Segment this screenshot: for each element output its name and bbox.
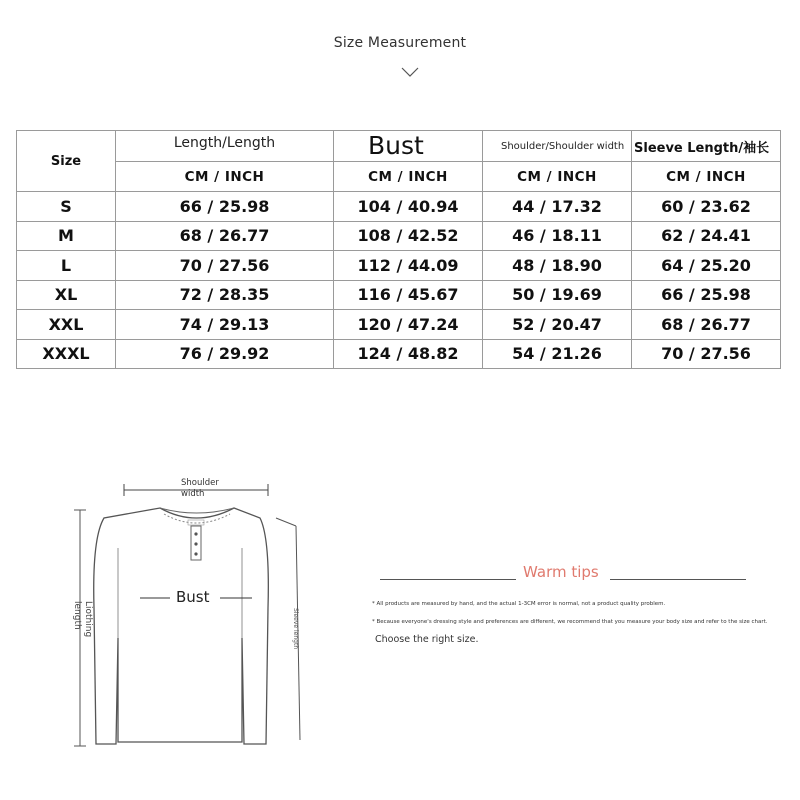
tips-divider-left: [380, 579, 516, 580]
value-cell: 54 / 21.26: [483, 339, 632, 369]
value-cell: 108 / 42.52: [334, 221, 483, 251]
table-row: [17, 339, 781, 369]
sleeve-label: Sleeve length: [292, 608, 299, 650]
value-cell: 68 / 26.77: [116, 221, 334, 251]
value-cell: 72 / 28.35: [116, 280, 334, 310]
value-cell: 70 / 27.56: [116, 251, 334, 281]
size-table: [16, 130, 781, 369]
table-row: [17, 251, 781, 281]
size-cell: XL: [17, 280, 116, 310]
value-cell: 44 / 17.32: [483, 192, 632, 222]
value-cell: 120 / 47.24: [334, 310, 483, 340]
table-row: [17, 221, 781, 251]
value-cell: 66 / 25.98: [116, 192, 334, 222]
value-cell: 74 / 29.13: [116, 310, 334, 340]
size-cell: L: [17, 251, 116, 281]
unit-cell: CM / INCH: [483, 162, 632, 192]
value-cell: 52 / 20.47: [483, 310, 632, 340]
size-cell: XXL: [17, 310, 116, 340]
size-cell: M: [17, 221, 116, 251]
size-cell: S: [17, 192, 116, 222]
value-cell: 62 / 24.41: [632, 221, 781, 251]
unit-cell: CM / INCH: [116, 162, 334, 192]
shoulder-header: Shoulder/Shoulder width: [483, 131, 632, 162]
table-row: [17, 192, 781, 222]
size-cell: XXXL: [17, 339, 116, 369]
value-cell: 112 / 44.09: [334, 251, 483, 281]
shirt-diagram: [28, 468, 338, 758]
value-cell: 76 / 29.92: [116, 339, 334, 369]
unit-cell: CM / INCH: [334, 162, 483, 192]
warm-tips-title: Warm tips: [523, 563, 599, 581]
table-row: [17, 280, 781, 310]
value-cell: 46 / 18.11: [483, 221, 632, 251]
value-cell: 124 / 48.82: [334, 339, 483, 369]
value-cell: 116 / 45.67: [334, 280, 483, 310]
value-cell: 70 / 27.56: [632, 339, 781, 369]
chevron-down-icon: [401, 66, 419, 78]
value-cell: 50 / 19.69: [483, 280, 632, 310]
value-cell: 60 / 23.62: [632, 192, 781, 222]
bust-header: Bust: [334, 131, 483, 162]
size-header: Size: [17, 131, 116, 192]
length-header: Length/Length: [116, 131, 334, 162]
tips-divider-right: [610, 579, 746, 580]
table-header-row: [17, 131, 781, 162]
table-row: [17, 310, 781, 340]
unit-row: [17, 162, 781, 192]
page-title: Size Measurement: [333, 35, 467, 51]
shoulder-label: width: [181, 489, 205, 499]
sleeve-header: Sleeve Length/袖长: [632, 131, 781, 162]
length-label: Liothing: [83, 601, 93, 638]
unit-cell: CM / INCH: [632, 162, 781, 192]
value-cell: 64 / 25.20: [632, 251, 781, 281]
tip-note: * All products are measured by hand, and the actual 1-3CM error is normal, not a product quality problem.: [372, 601, 666, 607]
shoulder-label: Shoulder: [181, 478, 219, 488]
value-cell: 48 / 18.90: [483, 251, 632, 281]
tip-note: * Because everyone's dressing style and preferences are different, we recommend that you measure your body size and refer to the size chart.: [372, 619, 768, 625]
value-cell: 68 / 26.77: [632, 310, 781, 340]
value-cell: 66 / 25.98: [632, 280, 781, 310]
value-cell: 104 / 40.94: [334, 192, 483, 222]
length-label: length: [72, 601, 82, 630]
tip-note: Choose the right size.: [375, 634, 479, 645]
bust-label: Bust: [176, 588, 210, 606]
